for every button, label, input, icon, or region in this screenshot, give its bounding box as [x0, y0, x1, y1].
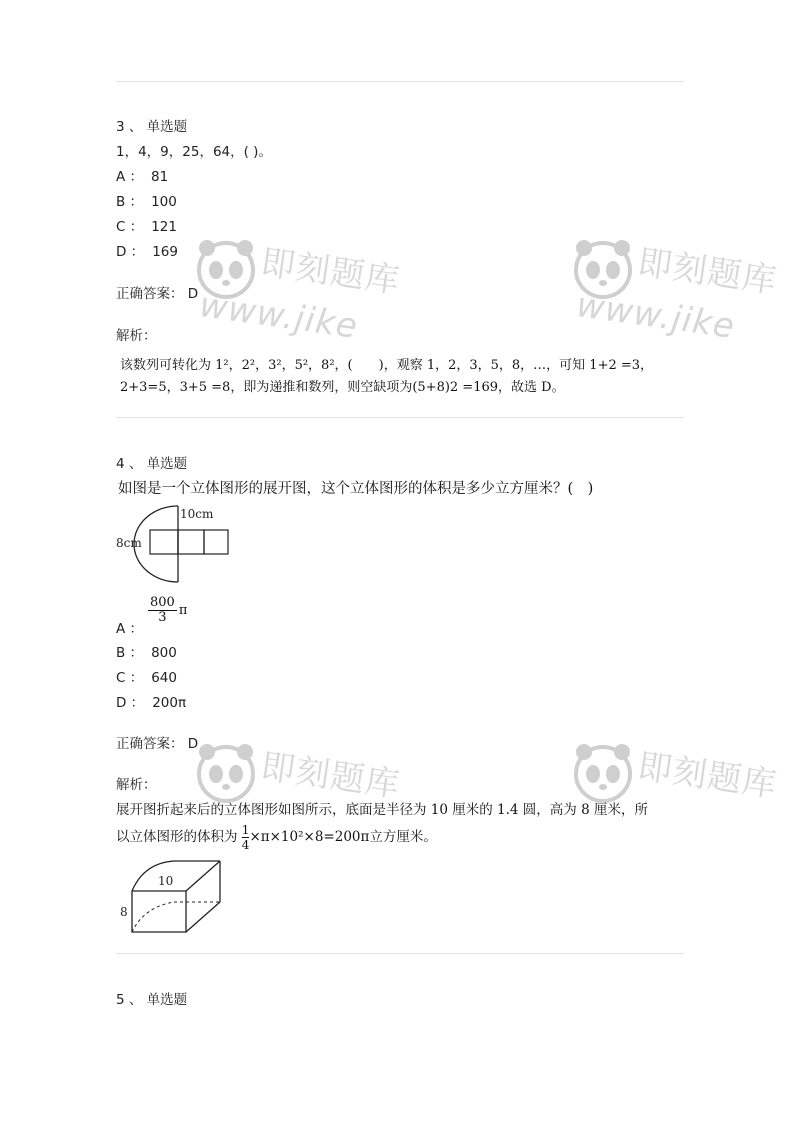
q4-option-a-letter: A ： — [116, 621, 144, 637]
divider-q3-end — [116, 417, 684, 418]
watermark-brand-text: 即刻题库 — [635, 242, 780, 302]
net-rect-1 — [150, 530, 178, 554]
q3-option-b — [116, 192, 177, 212]
option-letter: B ： — [116, 194, 144, 210]
watermark-brand-text: 即刻题库 — [258, 242, 403, 302]
q3-option-a — [116, 167, 168, 187]
analysis-text-post: ×π×10²×8=200π立方厘米。 — [249, 829, 437, 845]
option-text: 121 — [151, 219, 177, 235]
option-text: 100 — [151, 194, 177, 210]
q3-header: 3 、 单选题 — [116, 119, 188, 135]
option-letter: A ： — [116, 169, 144, 185]
solid-bottom-right-edge — [186, 902, 220, 932]
option-text: 640 — [151, 670, 177, 686]
q3-correct-answer — [116, 284, 198, 304]
q4-option-d — [116, 693, 186, 713]
q4-correct-answer — [116, 734, 198, 754]
watermark-brand-text: 即刻题库 — [635, 746, 780, 806]
q4-analysis-label: 解析： — [116, 777, 157, 793]
q4-solid-figure — [116, 855, 228, 935]
watermark-panda-4 — [572, 740, 800, 806]
panda-logo-icon — [572, 740, 634, 806]
watermark-url-text: www.jike — [573, 285, 738, 347]
analysis-text-pre: 以立体图形的体积为 — [116, 829, 238, 845]
net-label-top: 10cm — [180, 507, 214, 521]
answer-label: 正确答案： — [116, 286, 184, 302]
option-letter: C ： — [116, 219, 144, 235]
divider-top — [116, 81, 684, 82]
fraction — [148, 596, 177, 625]
q5-header: 5 、 单选题 — [116, 992, 188, 1008]
divider-q4-end — [116, 953, 684, 954]
solid-hidden-arc — [132, 902, 174, 932]
option-text: 800 — [151, 645, 177, 661]
option-letter: C ： — [116, 670, 144, 686]
q3-option-c — [116, 217, 177, 237]
watermark-panda-3 — [195, 740, 425, 806]
panda-logo-icon — [195, 236, 257, 302]
q4-option-a-fraction — [148, 596, 187, 625]
q4-header: 4 、 单选题 — [116, 456, 188, 472]
solid-front-face — [132, 891, 186, 932]
option-letter: B ： — [116, 645, 144, 661]
fraction-numerator: 1 — [241, 823, 250, 837]
watermark-panda-2 — [572, 236, 800, 346]
pi-symbol: π — [178, 603, 188, 618]
q4-analysis-line-2 — [116, 823, 437, 852]
net-rect-3 — [204, 530, 228, 554]
fraction-numerator: 800 — [150, 595, 175, 610]
net-rect-2 — [178, 530, 204, 554]
q4-analysis-line-1: 展开图折起来后的立体图形如图所示，底面是半径为 10 厘米的 1.4 圆，高为 8 厘米，所 — [116, 802, 648, 818]
q3-analysis-line-2: 2+3=5，3+5 =8，即为递推和数列，则空缺项为(5+8)2 =169，故选 D。 — [120, 380, 565, 395]
answer-value: D — [187, 286, 199, 302]
solid-top-right-edge — [186, 861, 220, 891]
option-text: 169 — [152, 244, 178, 260]
option-text: 200π — [152, 695, 187, 711]
solid-label-top: 10 — [158, 874, 174, 888]
q3-analysis-line-1: 该数列可转化为 1²，2²，3²，5²，8²，( )，观察 1，2，3，5，8，…，可知 1+2 =3， — [120, 358, 654, 373]
watermark-brand-text: 即刻题库 — [258, 746, 403, 806]
panda-logo-icon — [572, 236, 634, 302]
option-letter: D ： — [116, 695, 145, 711]
q4-option-b — [116, 643, 177, 663]
panda-logo-icon — [195, 740, 257, 806]
watermark-url-text: www.jike — [196, 285, 361, 347]
q4-option-c — [116, 668, 177, 688]
option-letter: D ： — [116, 244, 145, 260]
q4-stem: 如图是一个立体图形的展开图，这个立体图形的体积是多少立方厘米？( ) — [118, 481, 594, 497]
fraction-denominator: 4 — [241, 838, 250, 852]
q3-option-d — [116, 242, 178, 262]
q4-net-figure — [116, 503, 246, 583]
solid-label-left: 8 — [120, 905, 128, 919]
fraction-denominator: 3 — [158, 610, 167, 625]
answer-label: 正确答案： — [116, 736, 184, 752]
q3-analysis-label: 解析： — [116, 328, 157, 344]
answer-value: D — [187, 736, 199, 752]
watermark-panda-1 — [195, 236, 425, 346]
q3-stem: 1，4，9，25，64，( )。 — [116, 144, 272, 160]
option-text: 81 — [151, 169, 169, 185]
net-label-left: 8cm — [116, 536, 142, 550]
